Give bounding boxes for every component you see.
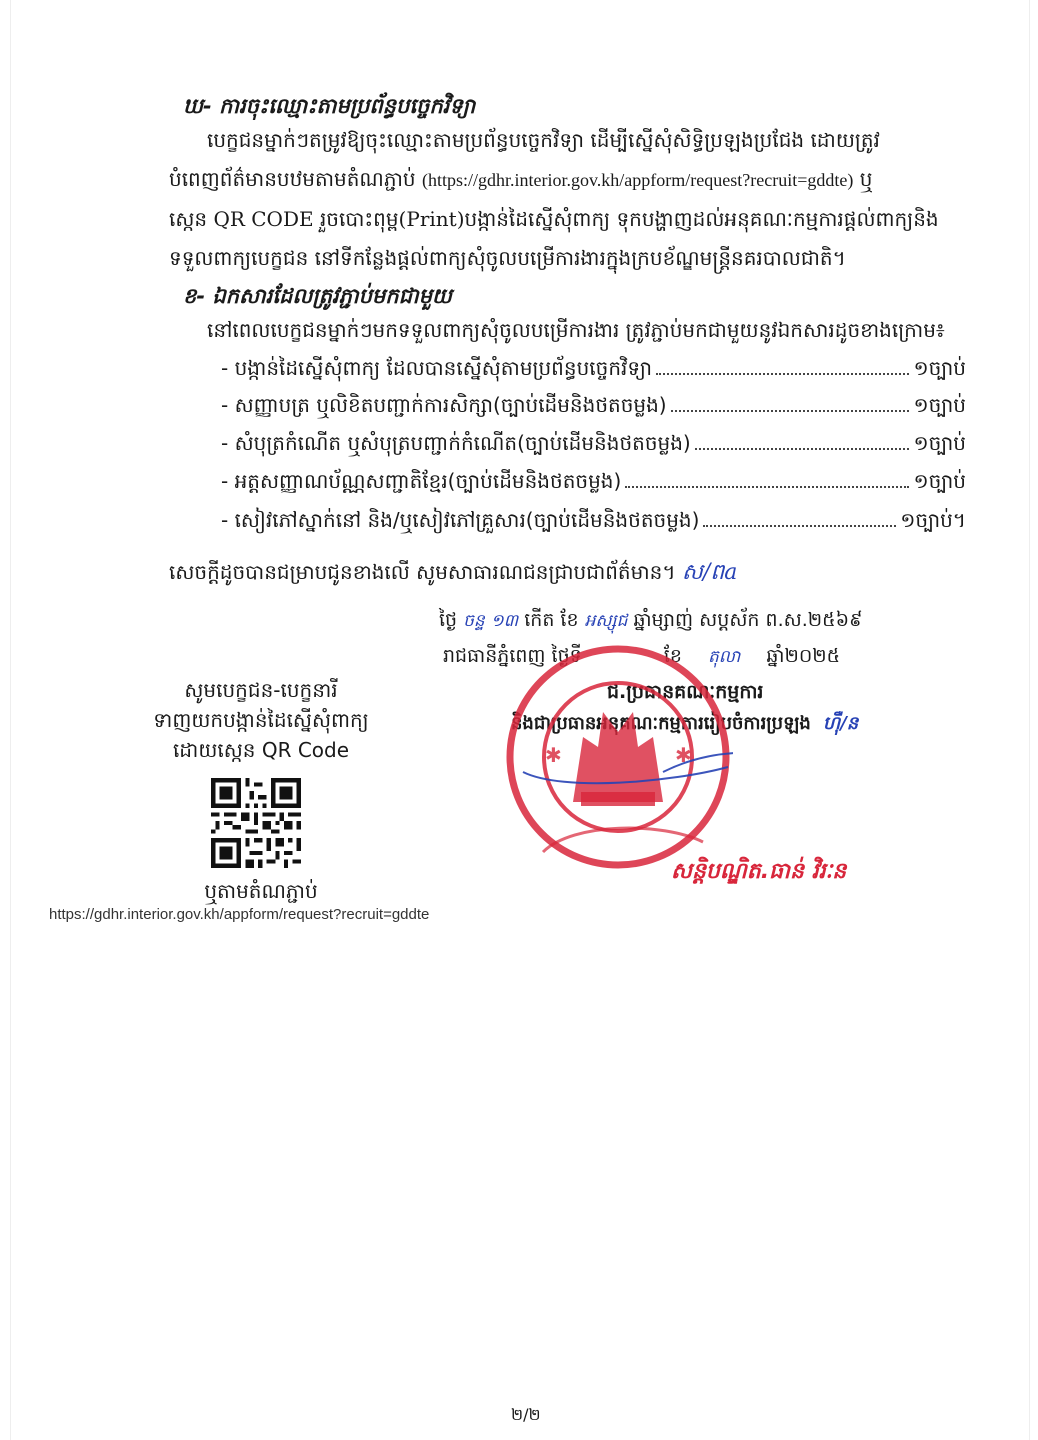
closing-text: សេចក្តីដូចបានជម្រាបជូនខាងលើ សូមសាធារណជនជ្រាបជាព័ត៌មាន។ — [169, 560, 676, 584]
registration-line-2-text: បំពេញព័ត៌មានបឋមតាមតំណភ្ជាប់ — [169, 167, 416, 191]
registration-inline-url: (https://gdhr.interior.gov.kh/appform/request?recruit=gddte) — [421, 170, 854, 190]
document-item-label: - សៀវភៅស្នាក់នៅ និង/ឬសៀវភៅគ្រួសារ(ច្បាប់ដើមនិងថតចម្លង) — [221, 508, 700, 532]
qr-instruction-line-3: ដោយស្កេន QR Code — [172, 738, 350, 762]
lunar-date-month-handwritten: អស្សុជ — [584, 611, 628, 631]
dot-leader — [625, 466, 909, 488]
dot-leader — [695, 428, 910, 450]
document-item-quantity: ១ច្បាប់ — [913, 431, 966, 455]
lunar-date-weekday-handwritten: ចន្ទ — [463, 611, 485, 631]
solar-date-month-label: ខែ — [663, 645, 682, 667]
registration-line-2-or: ឬ — [859, 167, 873, 191]
lunar-date — [439, 606, 862, 635]
signatory-name: សន្តិបណ្ឌិត.ធាន់ វិរៈន — [671, 859, 847, 884]
lunar-date-day-handwritten: ១៣ — [490, 611, 519, 631]
svg-text:✱: ✱ — [675, 743, 692, 767]
document-item-quantity: ១ច្បាប់ — [913, 356, 966, 380]
registration-paragraph-line-1: បេក្ខជនម្នាក់ៗតម្រូវឱ្យចុះឈ្មោះតាមប្រព័ន្ធបច្ចេកវិទ្យា ដើម្បីស្នើសុំសិទ្ធិប្រឡងប្រជែង ដោយត្រូវ — [207, 128, 880, 152]
document-item — [221, 428, 966, 458]
lunar-date-month-label: កើត ខែ — [524, 609, 579, 631]
document-item-label: - បង្កាន់ដៃស្នើសុំពាក្យ ដែលបានស្នើសុំតាមប្រព័ន្ធបច្ចេកវិទ្យា — [221, 356, 653, 380]
document-item-label: - សញ្ញាបត្រ ឬលិខិតបញ្ជាក់ការសិក្សា(ច្បាប់ដើមនិងថតចម្លង) — [221, 393, 667, 417]
document-item-label: - អត្តសញ្ញាណប័ណ្ណសញ្ជាតិខ្មែរ(ច្បាប់ដើមនិងថតចម្លង) — [221, 469, 622, 493]
solar-date-prefix: រាជធានីភ្នំពេញ ថ្ងៃទី — [443, 645, 582, 667]
section-heading-documents: ខ- ឯកសារដែលត្រូវភ្ជាប់មកជាមួយ — [183, 284, 452, 308]
registration-paragraph-line-4: ទទួលពាក្យបេក្ខជន នៅទីកន្លែងផ្តល់ពាក្យសុំចូលបម្រើការងារក្នុងក្របខ័ណ្ឌមន្ត្រីនគរបាលជាតិ។ — [169, 246, 846, 270]
dot-leader — [656, 353, 909, 375]
handwritten-mark: ហ៊ឺ/ន — [823, 713, 859, 734]
registration-paragraph-line-2 — [169, 165, 872, 194]
signature-title: ជ.ប្រធានគណៈកម្មការ — [607, 681, 764, 703]
document-item-quantity: ១ច្បាប់។ — [900, 508, 966, 532]
document-page — [10, 0, 1030, 1440]
qr-alternative-label: ឬតាមតំណភ្ជាប់ — [204, 879, 318, 903]
official-seal-icon — [503, 642, 733, 872]
document-item — [221, 505, 966, 535]
qr-instruction-line-2: ទាញយកបង្កាន់ដៃស្នើសុំពាក្យ — [153, 708, 369, 732]
document-item-quantity: ១ច្បាប់ — [913, 469, 966, 493]
page-number: ២/២ — [511, 1405, 541, 1424]
qr-instruction-line-1: សូមបេក្ខជន-បេក្ខនារី — [184, 678, 338, 702]
document-item — [221, 466, 966, 496]
signature-subtitle-text: និងជាប្រធានអនុគណៈកម្មការរៀបចំការប្រឡង — [511, 713, 811, 734]
document-item-quantity: ១ច្បាប់ — [913, 393, 966, 417]
registration-link[interactable]: https://gdhr.interior.gov.kh/appform/request?recruit=gddte — [49, 906, 430, 923]
closing-sentence — [169, 558, 737, 587]
registration-paragraph-line-3: ស្កេន QR CODE រួចបោះពុម្ព(Print)បង្កាន់ដៃស្នើសុំពាក្យ ទុកបង្ហាញដល់អនុគណៈកម្មការផ្តល់ពាក្យនិង — [169, 207, 939, 231]
lunar-date-year: ឆ្នាំម្សាញ់ សប្តស័ក ព.ស.២៥៦៩ — [633, 609, 863, 631]
dot-leader — [671, 390, 910, 412]
section-heading-registration: ឃ- ការចុះឈ្មោះតាមប្រព័ន្ធបច្ចេកវិទ្យា — [183, 94, 476, 118]
document-item — [221, 353, 966, 383]
handwritten-initials: ស/ពa — [681, 560, 738, 585]
documents-intro: នៅពេលបេក្ខជនម្នាក់ៗមកទទួលពាក្យសុំចូលបម្រើការងារ ត្រូវភ្ជាប់មកជាមួយនូវឯកសារដូចខាងក្រោម៖ — [207, 318, 945, 342]
solar-date-year: ឆ្នាំ២០២៥ — [766, 645, 841, 667]
solar-date-month-handwritten: តុលា — [707, 647, 741, 667]
dot-leader — [703, 505, 896, 527]
document-item-label: - សំបុត្រកំណើត ឬសំបុត្របញ្ជាក់កំណើត(ច្បាប់ដើមនិងថតចម្លង) — [221, 431, 691, 455]
svg-text:✱: ✱ — [545, 743, 562, 767]
lunar-date-day-label: ថ្ងៃ — [439, 609, 458, 631]
qr-code-icon[interactable] — [211, 778, 301, 868]
document-item — [221, 390, 966, 420]
